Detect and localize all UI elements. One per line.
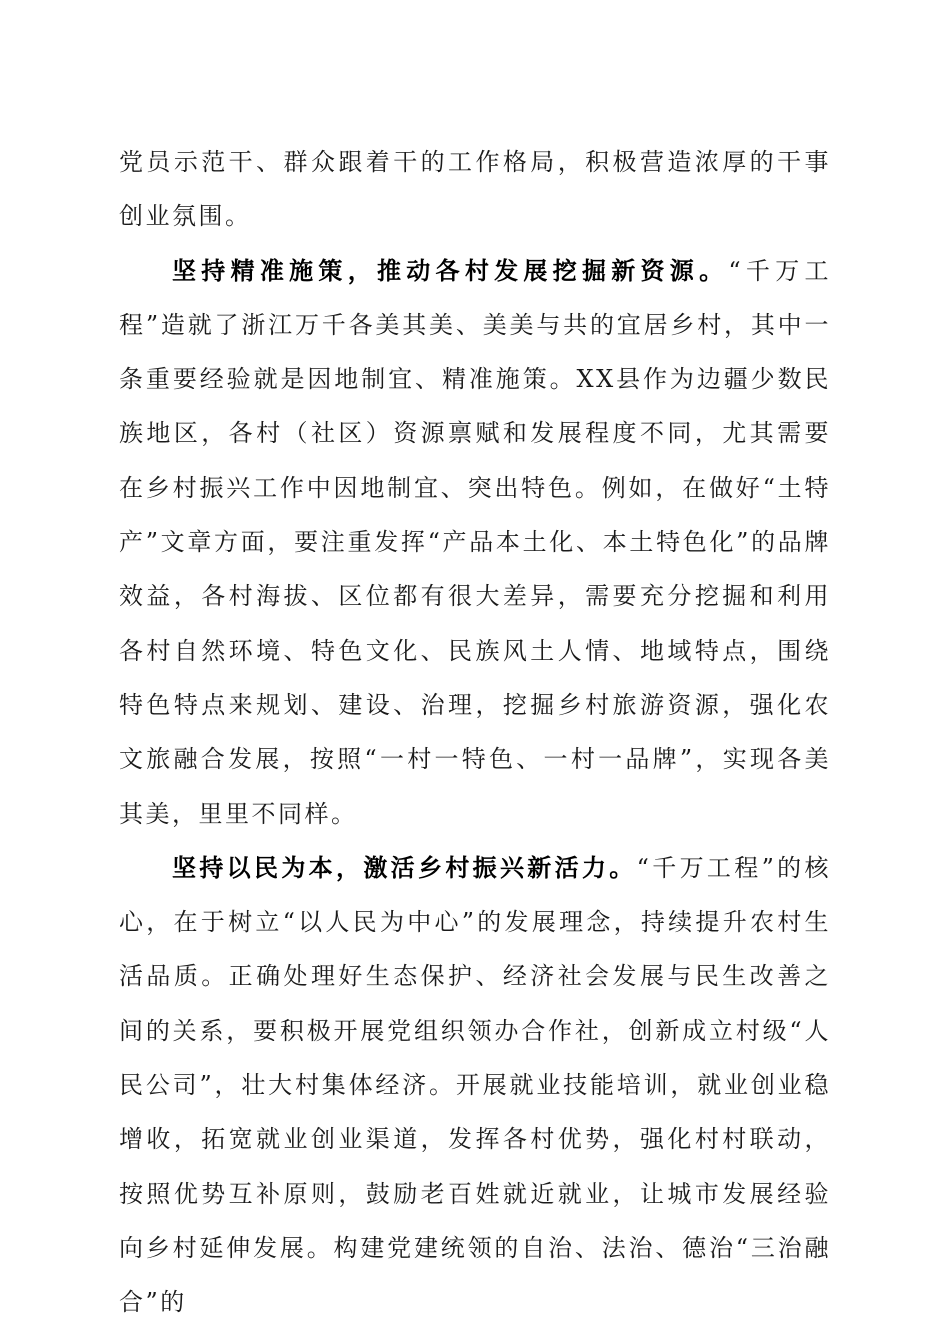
paragraph-continuation	[119, 135, 831, 244]
document-body	[119, 135, 831, 1330]
paragraph-lead-heading: 坚持精准施策，推动各村发展挖掘新资源。	[172, 255, 729, 285]
paragraph-body: 党员示范干、群众跟着干的工作格局，积极营造浓厚的干事创业氛围。	[119, 148, 831, 231]
paragraph-lead-heading: 坚持以民为本，激活乡村振兴新活力。	[172, 852, 637, 882]
paragraph-body: “千万工程”造就了浙江万千各美其美、美美与共的宜居乡村，其中一条重要经验就是因地制宜、精准施策。XX县作为边疆少数民族地区，各村（社区）资源禀赋和发展程度不同，尤其需要在乡村振兴工作中因地制宜、突出特色。例如，在做好“土特产”文章方面，要注重发挥“产品本土化、本土特色化”的品牌效益，各村海拔、区位都有很大差异，需要充分挖掘和利用各村自然环境、特色文化、民族风土人情、地域特点，围绕特色特点来规划、建设、治理，挖掘乡村旅游资源，强化农文旅融合发展，按照“一村一特色、一村一品牌”，实现各美其美，里里不同样。	[119, 256, 831, 828]
paragraph-body: “千万工程”的核心，在于树立“以人民为中心”的发展理念，持续提升农村生活品质。正确处理好生态保护、经济社会发展与民生改善之间的关系，要积极开展党组织领办合作社，创新成立村级“人民公司”，壮大村集体经济。开展就业技能培训，就业创业稳增收，拓宽就业创业渠道，发挥各村优势，强化村村联动，按照优势互补原则，鼓励老百姓就近就业，让城市发展经验向乡村延伸发展。构建党建统领的自治、法治、德治“三治融合”的	[119, 853, 831, 1317]
paragraph-people-oriented	[119, 841, 831, 1330]
paragraph-precise-policy	[119, 244, 831, 841]
